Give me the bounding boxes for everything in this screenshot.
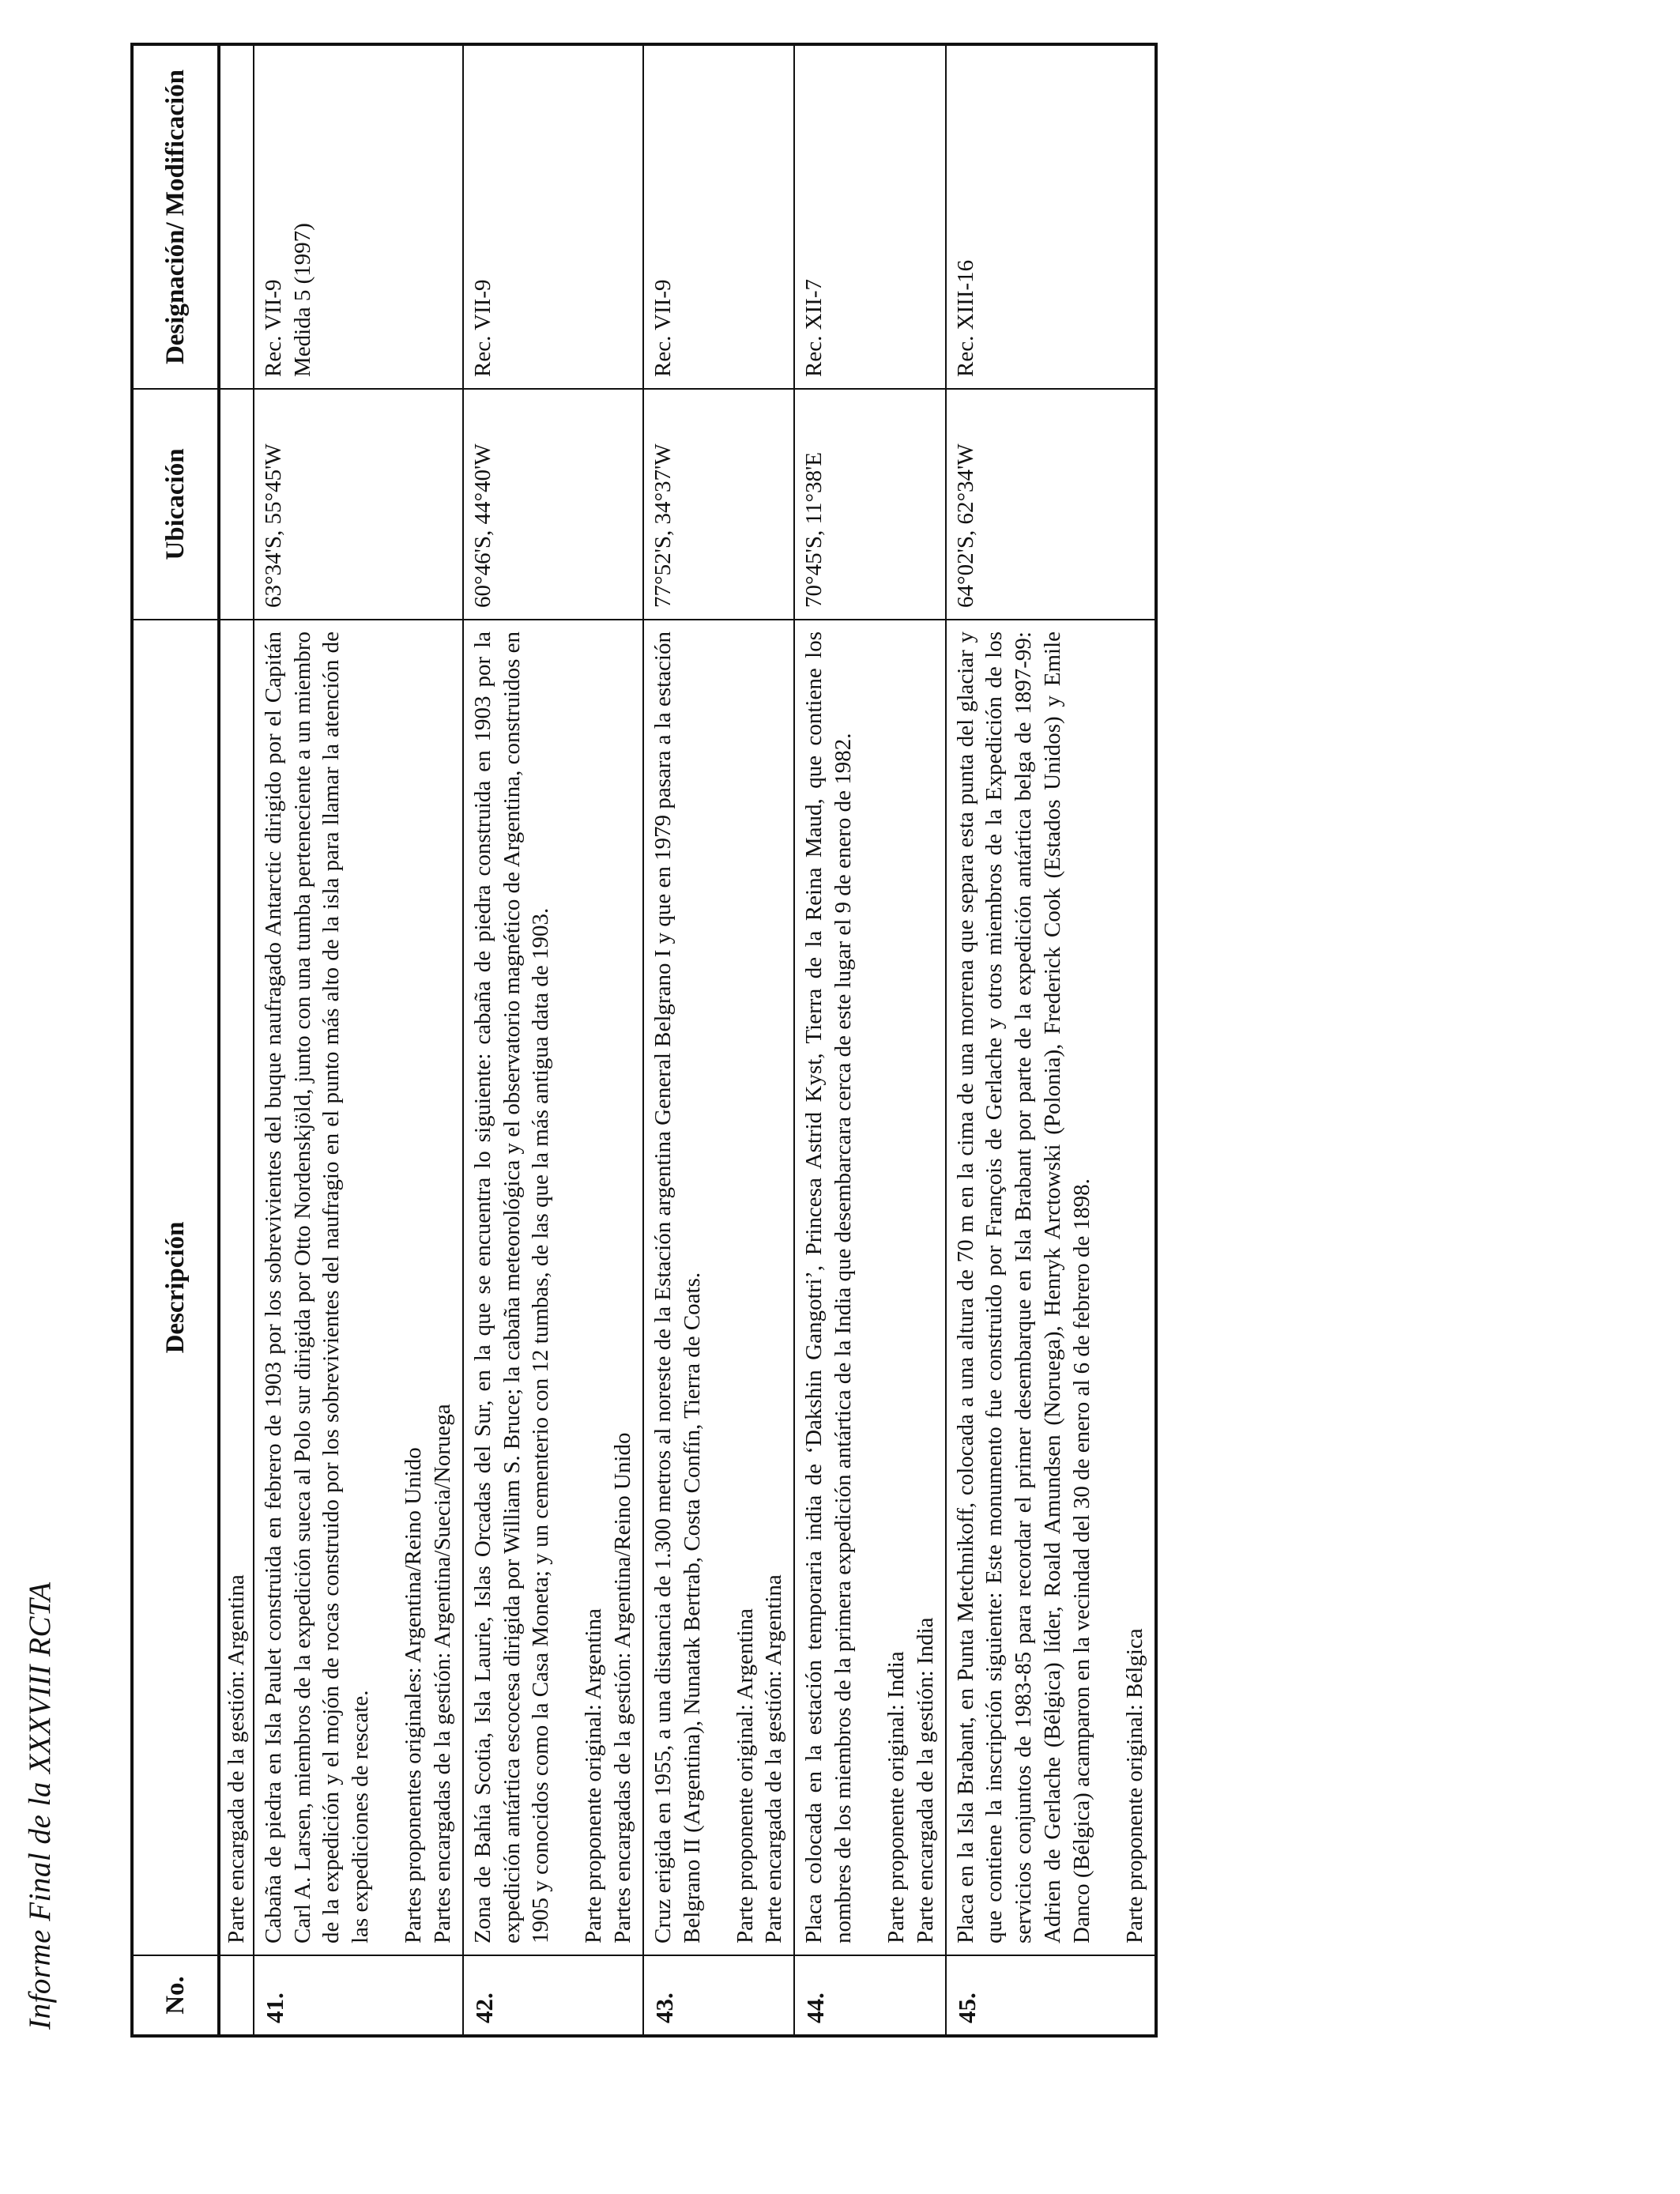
table-row [254, 44, 463, 2036]
table-row [946, 44, 1156, 2036]
site-description-cell [254, 620, 463, 1955]
site-parties [882, 631, 940, 1943]
site-parties-line-1: Parte proponente original: Argentina [732, 1608, 758, 1943]
site-number: 44. [794, 1955, 945, 2036]
site-parties [579, 631, 638, 1943]
site-designation-cell [463, 44, 643, 389]
site-location: 60°46'S, 44°40'W [463, 389, 643, 620]
site-designation-cell [643, 44, 794, 389]
table-row [463, 44, 643, 2036]
site-designation-cell [254, 44, 463, 389]
site-description-cell [463, 620, 643, 1955]
site-location: 70°45'S, 11°38'E [794, 389, 945, 620]
lead-cell-description: Parte encargada de la gestión: Argentina [219, 620, 254, 1955]
table-row [643, 44, 794, 2036]
historic-sites-table [130, 43, 1158, 2038]
site-location: 64°02'S, 62°34'W [946, 389, 1156, 620]
site-number: 41. [254, 1955, 463, 2036]
site-description: Placa en la Isla Brabant, en Punta Metchnikoff, colocada a una altura de 70 m en la cima de una morrena que separa esta punta del glaciar y que contiene la inscripción siguiente: Este monumento fue construido por François de Gerlache y otros miembros de la Expedición de los servicios conjuntos de 1983-85 para recordar el primer desembarque en Isla Brabant por parte de la expedición antártica belga de 1897-99: Adrien de Gerlache (Bélgica) líder, Roald Amundsen (Noruega), Henryk Arctowski (Polonia), Frederick Cook (Estados Unidos) y Emile Danco (Bélgica) acamparon en la vecindad del 30 de enero al 6 de febrero de 1898. [952, 631, 1094, 1943]
site-parties-line-1: Partes proponentes originales: Argentina/Reino Unido [401, 1447, 427, 1943]
site-designation-line-1: Rec. VII-9 [469, 279, 495, 377]
site-number: 43. [643, 1955, 794, 2036]
lead-cell-designation [219, 44, 254, 389]
site-designation-cell [794, 44, 945, 389]
site-designation-line-1: Rec. XIII-16 [952, 259, 978, 377]
site-number: 42. [463, 1955, 643, 2036]
site-location: 77°52'S, 34°37'W [643, 389, 794, 620]
site-description: Placa colocada en la estación temporaria india de ‘Dakshin Gangotri’, Princesa Astrid Kyst, Tierra de la Reina Maud, que contiene los nombres de los miembros de la primera expedición antártica de la India que desembarcara cerca de este lugar el 9 de enero de 1982. [801, 631, 857, 1943]
table-row-lead [219, 44, 254, 2036]
site-designation-line-1: Rec. XII-7 [801, 278, 827, 377]
site-parties-line-2: Parte encargada de la gestión: India [912, 1617, 938, 1943]
site-designation-cell [946, 44, 1156, 389]
column-header-description: Descripción [132, 620, 219, 1955]
site-designation-line-2: Medida 5 (1997) [289, 223, 315, 377]
lead-cell-location [219, 389, 254, 620]
site-parties [399, 631, 458, 1943]
site-designation-line-1: Rec. VII-9 [260, 279, 286, 377]
site-parties-line-1: Parte proponente original: India [883, 1651, 909, 1943]
site-parties-line-2: Parte encargada de la gestión: Argentina [761, 1574, 787, 1943]
running-header: Informe Final de la XXXVIII RCTA [23, 1581, 57, 2030]
site-parties-line-2: Partes encargadas de la gestión: Argentina/Suecia/Noruega [429, 1404, 455, 1943]
site-parties [731, 631, 789, 1943]
column-header-no: No. [132, 1955, 219, 2036]
lead-cell-no [219, 1955, 254, 2036]
site-description-cell [643, 620, 794, 1955]
site-description: Cruz erigida en 1955, a una distancia de 1.300 metros al noreste de la Estación argentina General Belgrano I y que en 1979 pasara a la estación Belgrano II (Argentina), Nunatak Bertrab, Costa Confín, Tierra de Coats. [650, 631, 705, 1943]
site-number: 45. [946, 1955, 1156, 2036]
site-location: 63°34'S, 55°45'W [254, 389, 463, 620]
site-description: Cabaña de piedra en Isla Paulet construida en febrero de 1903 por los sobrevivientes del buque naufragado Antarctic dirigido por el Capitán Carl A. Larsen, miembros de la expedición sueca al Polo sur dirigida por Otto Nordenskjöld, junto con una tumba perteneciente a un miembro de la expedición y el mojón de rocas construido por los sobrevivientes del naufragio en el punto más alto de la isla para llamar la atención de las expediciones de rescate. [260, 631, 374, 1943]
column-header-location: Ubicación [132, 389, 219, 620]
site-description: Zona de Bahía Scotia, Isla Laurie, Islas Orcadas del Sur, en la que se encuentra lo siguiente: cabaña de piedra construida en 1903 por la expedición antártica escocesa dirigida por William S. Bruce; la cabaña meteorológica y el observatorio magnético de Argentina, construidos en 1905 y conocidos como la Casa Moneta; y un cementerio con 12 tumbas, de las que la más antigua data de 1903. [469, 631, 554, 1943]
site-parties-line-1: Parte proponente original: Argentina [581, 1608, 607, 1943]
site-parties [1121, 631, 1150, 1943]
table-row [794, 44, 945, 2036]
site-designation-line-1: Rec. VII-9 [650, 279, 676, 377]
site-parties-line-1: Parte proponente original: Bélgica [1121, 1628, 1147, 1943]
site-parties-line-2: Partes encargadas de la gestión: Argentina/Reino Unido [610, 1432, 636, 1943]
site-description-cell [794, 620, 945, 1955]
column-header-designation: Designación/ Modificación [132, 44, 219, 389]
site-description-cell [946, 620, 1156, 1955]
table-header-row [132, 44, 219, 2036]
